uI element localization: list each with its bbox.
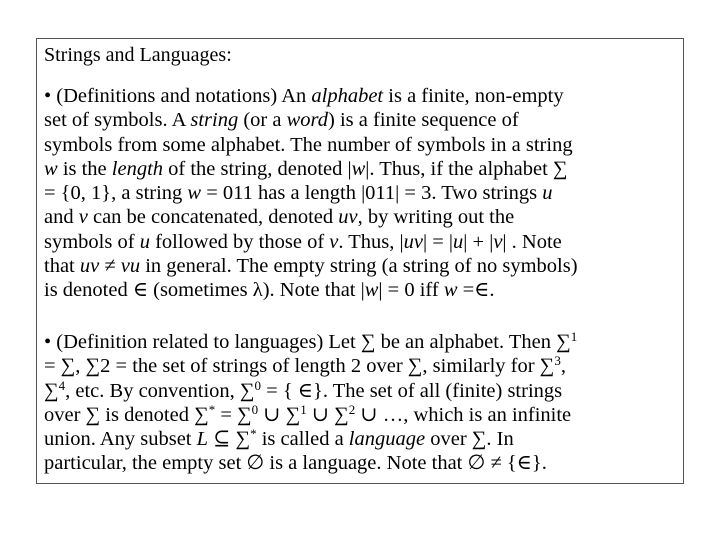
text-run: | = | xyxy=(423,230,454,253)
text-run: is denoted ∈ (sometimes λ). Note that | xyxy=(44,279,365,302)
text-line xyxy=(44,181,682,205)
text-run: ⊆ ∑ xyxy=(208,428,251,451)
text-run: ∪ …, which is an infinite xyxy=(355,403,572,426)
italic-term: w xyxy=(44,157,58,180)
italic-term: language xyxy=(348,428,426,451)
slide-heading: Strings and Languages: xyxy=(44,44,232,66)
text-run: = ∑, ∑2 = the set of strings of length 2 over ∑, similarly for ∑ xyxy=(44,355,555,378)
text-line xyxy=(44,230,682,254)
italic-term: v xyxy=(329,230,339,253)
superscript: 1 xyxy=(570,329,578,344)
text-run: in general. The empty string (a string of no symbols) xyxy=(140,255,578,278)
text-run: , by writing out the xyxy=(357,206,515,229)
text-run: | + | xyxy=(463,230,494,253)
text-run: union. Any subset xyxy=(44,428,197,451)
text-run: set of symbols. A xyxy=(44,109,191,132)
text-line xyxy=(44,254,682,278)
text-run: ≠ xyxy=(99,255,121,278)
text-run: particular, the empty set ∅ is a language. Note that ∅ ≠ {∈}. xyxy=(44,452,547,475)
text-line xyxy=(44,157,682,181)
text-run: can be concatenated, denoted xyxy=(87,206,339,229)
italic-term: w xyxy=(364,279,379,302)
text-run: , xyxy=(560,355,566,378)
italic-term: length xyxy=(111,157,164,180)
text-run: followed by those of xyxy=(149,230,330,253)
italic-term: v xyxy=(493,230,503,253)
italic-term: vu xyxy=(120,255,141,278)
text-run: over ∑. In xyxy=(425,428,514,451)
text-line xyxy=(44,354,682,378)
text-run: ∪ ∑ xyxy=(258,403,301,426)
superscript: 2 xyxy=(348,401,356,417)
text-run: ∪ ∑ xyxy=(306,403,349,426)
text-run: | . Note xyxy=(502,230,562,253)
text-line xyxy=(44,205,682,229)
text-run: is the xyxy=(57,157,112,180)
italic-term: uv xyxy=(403,230,423,253)
superscript: 3 xyxy=(554,353,561,369)
text-run: over ∑ is denoted ∑ xyxy=(44,403,209,426)
text-line xyxy=(44,379,682,403)
italic-term: uv xyxy=(79,255,100,278)
text-run: =∈. xyxy=(457,279,495,302)
superscript: 4 xyxy=(58,377,66,393)
text-line xyxy=(44,84,682,108)
text-line xyxy=(44,403,682,427)
text-run: that xyxy=(44,255,80,278)
text-line xyxy=(44,330,682,354)
text-run: = ∑ xyxy=(215,403,252,426)
superscript: 0 xyxy=(251,401,259,417)
text-run: , etc. By convention, ∑ xyxy=(65,379,255,402)
text-run: = {0, 1}, a string xyxy=(44,182,188,205)
superscript: 1 xyxy=(300,401,307,417)
text-run: ) is a finite sequence of xyxy=(328,109,519,132)
text-run: | = 0 iff xyxy=(378,279,444,302)
text-run: is a finite, non-empty xyxy=(383,85,564,107)
italic-term: w xyxy=(443,279,458,302)
text-run: symbols of xyxy=(44,230,140,253)
italic-term: L xyxy=(196,428,209,451)
text-line xyxy=(44,451,682,475)
italic-term: alphabet xyxy=(311,85,384,107)
text-run: ∑ xyxy=(44,379,59,402)
italic-term: v xyxy=(78,206,88,229)
text-line xyxy=(44,133,682,157)
italic-term: word xyxy=(286,109,329,132)
text-run: = { ∈}. The set of all (finite) strings xyxy=(261,379,563,402)
slide-frame xyxy=(36,38,684,484)
italic-term: w xyxy=(351,157,366,180)
italic-term: uv xyxy=(338,206,358,229)
italic-term: w xyxy=(187,182,202,205)
text-run: |. Thus, if the alphabet ∑ xyxy=(365,157,568,180)
paragraph-definitions-notations xyxy=(44,84,682,303)
superscript: 0 xyxy=(254,377,262,393)
superscript: * xyxy=(208,401,216,417)
italic-term: u xyxy=(453,230,464,253)
italic-term: string xyxy=(190,109,239,132)
text-run: symbols from some alphabet. The number of symbols in a string xyxy=(44,133,573,156)
italic-term: u xyxy=(139,230,150,253)
text-run: (or a xyxy=(238,109,287,132)
text-run: is called a xyxy=(256,428,349,451)
text-run: of the string, denoted | xyxy=(163,157,352,180)
superscript: * xyxy=(250,426,257,442)
text-run: • (Definitions and notations) An xyxy=(44,85,312,107)
paragraph-definitions-languages xyxy=(44,330,682,476)
text-line xyxy=(44,427,682,451)
italic-term: u xyxy=(542,182,553,205)
text-run: = 011 has a length |011| = 3. Two strings xyxy=(201,182,543,205)
text-line xyxy=(44,108,682,132)
text-run: • (Definition related to languages) Let ∑ be an alphabet. Then ∑ xyxy=(44,331,571,353)
text-run: and xyxy=(44,206,79,229)
text-run: . Thus, | xyxy=(338,230,404,253)
text-line xyxy=(44,278,682,302)
